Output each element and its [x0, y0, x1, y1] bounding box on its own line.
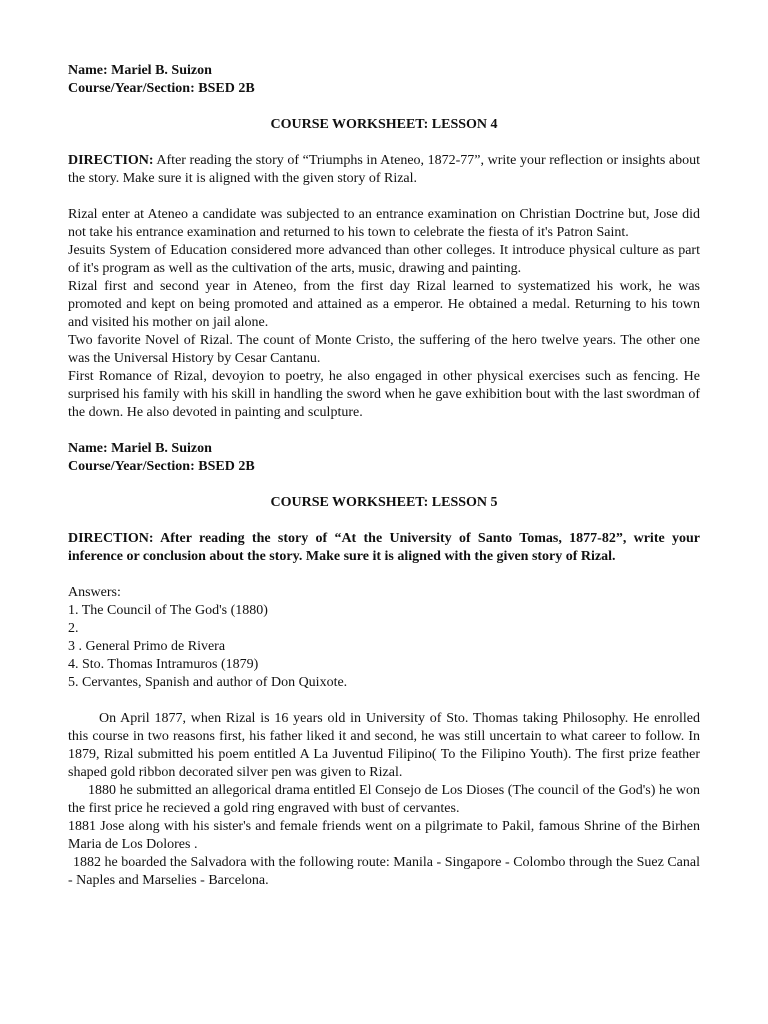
direction-label: DIRECTION:: [68, 153, 154, 168]
direction-text: [68, 152, 700, 188]
reflection-paragraph: Rizal first and second year in Ateneo, from the first day Rizal learned to systematized his work, he was promoted and kept on being promoted and attained as a emperor. He obtained a medal. Returning to his town and visited his mother on jail alone.: [68, 279, 700, 330]
document-page: [68, 62, 700, 890]
reflection-paragraph: Rizal enter at Ateneo a candidate was subjected to an entrance examination on Christian Doctrine but, Jose did not take his entrance examination and returned to his town to celebrate the fiesta of it's Patron Saint.: [68, 207, 700, 240]
direction-body: After reading the story of “Triumphs in Ateneo, 1872-77”, write your reflection or insights about the story. Make sure it is aligned with the given story of Rizal.: [68, 153, 700, 186]
reflection-paragraph: First Romance of Rizal, devoyion to poetry, he also engaged in other physical exercises such as fencing. He surprised his family with his skill in handling the sword when he gave exhibition bout with the last swordman of the down. He also devoted in painting and sculpture.: [68, 369, 700, 420]
worksheet-title: COURSE WORKSHEET: LESSON 5: [270, 495, 498, 510]
course-section: Course/Year/Section: BSED 2B: [68, 459, 255, 474]
conclusion-paragraph: 1882 he boarded the Salvadora with the following route: Manila - Singapore - Colombo through the Suez Canal - Naples and Marselies - Barcelona.: [68, 855, 700, 888]
answer-item: 1. The Council of The God's (1880): [68, 603, 268, 618]
direction-text: DIRECTION: After reading the story of “At the University of Santo Tomas, 1877-82”, write your inference or conclusion about the story. Make sure it is aligned with the given story of Rizal.: [68, 531, 700, 564]
answer-item: 2.: [68, 621, 79, 636]
student-name: Name: Mariel B. Suizon: [68, 63, 212, 78]
reflection-paragraph: Jesuits System of Education considered more advanced than other colleges. It introduce physical culture as part of it's program as well as the cultivation of the arts, music, drawing and painting.: [68, 243, 700, 276]
answer-item: 3 . General Primo de Rivera: [68, 639, 226, 654]
conclusion-paragraph: On April 1877, when Rizal is 16 years old in University of Sto. Thomas taking Philosophy. He enrolled this course in two reasons first, his father liked it and second, he was still uncertain to what career to follow. In 1879, Rizal submitted his poem entitled A La Juventud Filipino( To the Filipino Youth). The first prize feather shaped gold ribbon decorated silver pen was given to Rizal.: [68, 711, 700, 780]
conclusion-paragraph: 1881 Jose along with his sister's and female friends went on a pilgrimate to Pakil, famous Shrine of the Birhen Maria de Los Dolores .: [68, 819, 700, 852]
reflection-paragraph: Two favorite Novel of Rizal. The count of Monte Cristo, the suffering of the hero twelve years. The other one was the Universal History by Cesar Cantanu.: [68, 333, 700, 366]
conclusion-paragraph: 1880 he submitted an allegorical drama entitled El Consejo de Los Dioses (The council of the God's) he won the first price he recieved a gold ring engraved with bust of cervantes.: [68, 783, 700, 816]
student-name: Name: Mariel B. Suizon: [68, 441, 212, 456]
worksheet-title: COURSE WORKSHEET: LESSON 4: [270, 117, 498, 132]
answer-item: 5. Cervantes, Spanish and author of Don Quixote.: [68, 675, 348, 690]
course-section: Course/Year/Section: BSED 2B: [68, 81, 255, 96]
answers-label: Answers:: [68, 585, 121, 600]
answer-item: 4. Sto. Thomas Intramuros (1879): [68, 657, 259, 672]
